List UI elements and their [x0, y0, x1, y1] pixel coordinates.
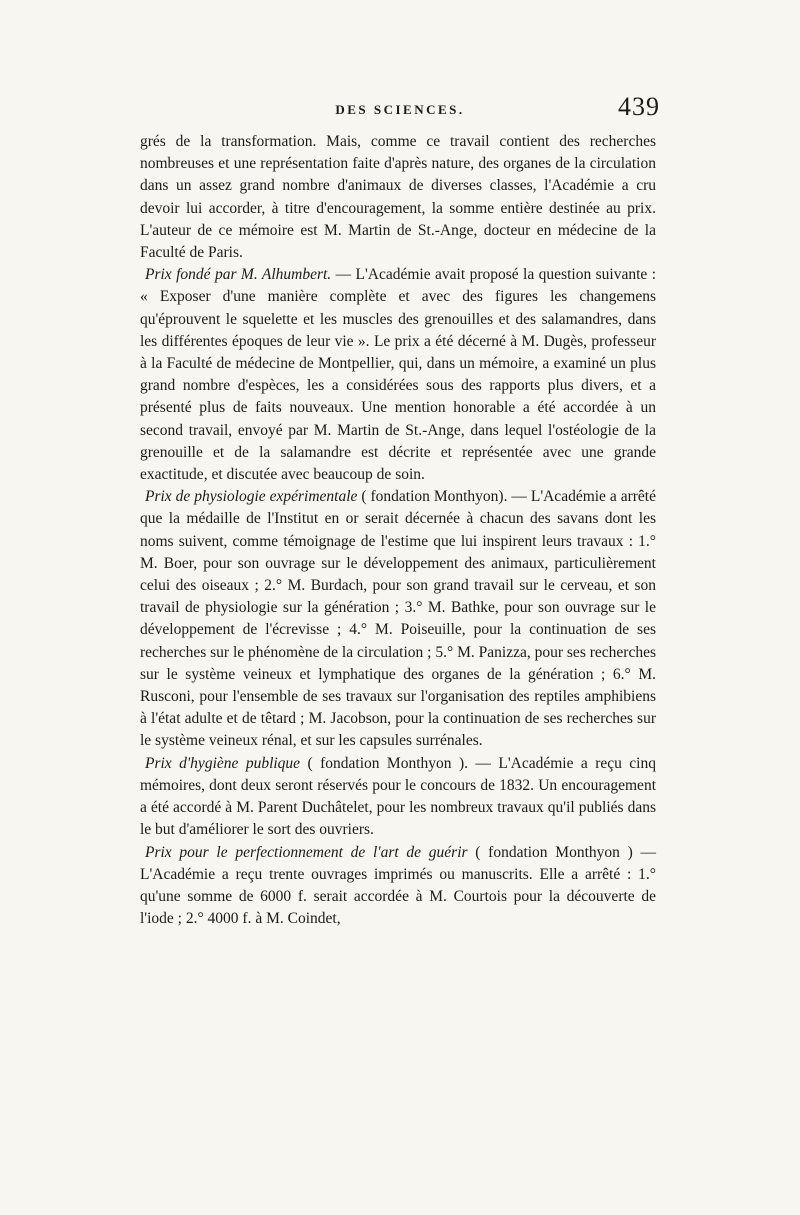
paragraph-text: grés de la transformation. Mais, comme ce travail contient des recherches nombreuses et une représentation faite d'après nature, des organes de la circulation dans un assez grand nombre d'animaux de diverses classes, l'Académie a cru devoir lui accorder, à titre d'encouragement, la somme entière destinée au prix. L'auteur de ce mémoire est M. Martin de St.-Ange, docteur en médecine de la Faculté de Paris.	[140, 133, 656, 262]
paragraph-continuation	[140, 131, 656, 264]
paragraph-prix-alhumbert	[140, 264, 656, 486]
paragraph-prix-art-de-guerir	[140, 842, 656, 931]
paragraph-text: — L'Académie avait proposé la question suivante : « Exposer d'une manière complète et avec des figures les changemens qu'éprouvent le squelette et les muscles des grenouilles et des salamandres, dans les différentes époques de leur vie ». Le prix a été décerné à M. Dugès, professeur à la Faculté de médecine de Montpellier, qui, dans un mémoire, a examiné un plus grand nombre d'espèces, les a considérées sous des rapports plus divers, et a présenté plus de faits nouveaux. Une mention honorable a été accordée à un second travail, envoyé par M. Martin de St.-Ange, dans lequel l'ostéologie de la grenouille et de la salamandre est décrite et représentée avec une grande exactitude, et discutée avec beaucoup de soin.	[140, 266, 656, 484]
paragraph-text: ( fondation Monthyon ) — L'Académie a reçu trente ouvrages imprimés ou manuscrits. Elle a arrêté : 1.° qu'une somme de 6000 f. serait accordée à M. Courtois pour la découverte de l'iode ; 2.° 4000 f. à M. Coindet,	[140, 843, 656, 928]
paragraph-label: Prix pour le perfectionnement de l'art de guérir	[145, 843, 468, 861]
paragraph-text: ( fondation Monthyon ). — L'Académie a reçu cinq mémoires, dont deux seront réservés pour le concours de 1832. Un encouragement a été accordé à M. Parent Duchâtelet, pour les nombreux travaux qu'il publiés dans le but d'améliorer le sort des ouvriers.	[140, 754, 656, 839]
running-title: DES SCIENCES.	[335, 102, 465, 117]
body-text	[140, 131, 656, 930]
paragraph-label: Prix fondé par M. Alhumbert.	[145, 266, 332, 284]
paragraph-prix-hygiene	[140, 753, 656, 842]
running-head	[140, 92, 660, 128]
paragraph-text: ( fondation Monthyon). — L'Académie a arrêté que la médaille de l'Institut en or serait décernée à chacun des savans dont les noms suivent, comme témoignage de l'estime que lui inspirent leurs travaux : 1.° M. Boer, pour son ouvrage sur le développement des animaux, particulièrement celui des oiseaux ; 2.° M. Burdach, pour son grand travail sur le cerveau, et son travail de physiologie sur la génération ; 3.° M. Bathke, pour son ouvrage sur le développement de l'écrevisse ; 4.° M. Poiseuille, pour la continuation de ses recherches sur le phénomène de la circulation ; 5.° M. Panizza, pour ses recherches sur le système veineux et lymphatique des organes de la génération ; 6.° M. Rusconi, pour l'ensemble de ses travaux sur l'organisation des reptiles amphibiens à l'état adulte et de têtard ; M. Jacobson, pour la continuation de ses recherches sur le système veineux rénal, et sur les capsules surrénales.	[140, 488, 656, 750]
paragraph-label: Prix de physiologie expérimentale	[145, 488, 358, 506]
paragraph-label: Prix d'hygiène publique	[145, 754, 301, 772]
paragraph-prix-physiologie	[140, 486, 656, 752]
page-number: 439	[618, 92, 660, 121]
